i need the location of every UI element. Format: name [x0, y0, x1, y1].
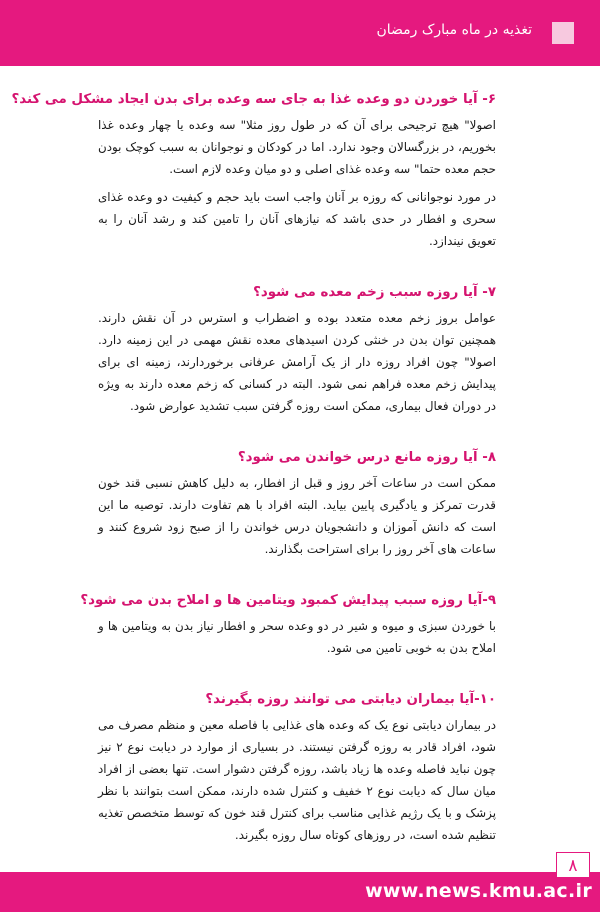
- question-title: ۱۰-آیا بیماران دیابتی می توانند روزه بگیرند؟: [205, 692, 496, 707]
- question-title: ۷- آیا روزه سبب زخم معده می شود؟: [253, 285, 496, 300]
- article-body: [11, 90, 496, 877]
- question-section-10: [98, 690, 496, 846]
- answer-paragraph: در بیماران دیابتی نوع یک که وعده های غذایی با فاصله معین و منظم مصرف می شود، افراد قادر به روزه گرفتن نیستند. در بسیاری از موارد در دیابت نوع ۲ نیز چون نباید فاصله وعده ها زیاد باشد، روزه گرفتن دشوار است. تنها بعضی از افراد میان سال که دیابت نوع ۲ خفیف و کنترل شده دارند، ممکن است بتوانند با نظر پزشک و با یک رژیم غذایی مناسب برای کنترل قند خون که توسط متخصص تغذیه تنظیم شده است، در روزهای کوتاه سال روزه بگیرند.: [98, 718, 496, 842]
- question-section-9: [80, 591, 496, 659]
- answer-paragraph: ممکن است در ساعات آخر روز و قبل از افطار، به دلیل کاهش نسبی قند خون قدرت تمرکز و یادگیری پایین بیاید. البته افراد با هم تفاوت دارند. توصیه ما این است که دانش آموزان و دانشجویان درس خواندن را از صبح زود شروع کنند و ساعات های آخر روز را برای استراحت بگذارند.: [98, 476, 496, 556]
- page-number: ۸: [556, 852, 590, 878]
- answer-paragraph: در مورد نوجوانانی که روزه بر آنان واجب است باید حجم و کیفیت دو وعده غذای سحری و افطار در حدی باشد که نیازهای آنان را تامین کند و رشد آنان را به تعویق نیندازد.: [98, 190, 496, 248]
- page-footer: [0, 872, 600, 912]
- header-square-decoration: [552, 22, 574, 44]
- question-title: ۸- آیا روزه مانع درس خواندن می شود؟: [237, 450, 496, 465]
- question-title: ۶- آیا خوردن دو وعده غذا به جای سه وعده برای بدن ایجاد مشکل می کند؟: [11, 92, 496, 107]
- website-url: www.news.kmu.ac.ir: [365, 880, 592, 902]
- answer-paragraph: عوامل بروز زخم معده متعدد بوده و اضطراب و استرس در آن نقش دارند. همچنین توان بدن در خنثی کردن اسیدهای معده نقش مهمی در این زمینه دارد. اصولا" چون افراد روزه دار از یک آرامش عرفانی برخوردارند، زمینه ای برای پیدایش زخم معده فراهم نمی شود. البته در کسانی که زخم معده دارند به ویژه در دوران فعال بیماری، ممکن است روزه گرفتن سبب تشدید عوارض شود.: [98, 311, 496, 413]
- question-title: ۹-آیا روزه سبب پیدایش کمبود ویتامین ها و املاح بدن می شود؟: [80, 593, 496, 608]
- answer-paragraph: با خوردن سبزی و میوه و شیر در دو وعده سحر و افطار نیاز بدن به ویتامین ها و املاح بدن به خوبی تامین می شود.: [98, 619, 496, 655]
- question-section-6: [11, 90, 496, 252]
- question-section-8: [98, 448, 496, 560]
- header-title: تغذیه در ماه مبارک رمضان: [376, 22, 532, 38]
- question-section-7: [98, 283, 496, 417]
- answer-paragraph: اصولا" هیچ ترجیحی برای آن که در طول روز مثلا" سه وعده یا چهار وعده غذا بخوریم، در بزرگسالان وجود ندارد. اما در کودکان و نوجوانان به سبب کوچک بودن حجم معده حتما" سه وعده غذای اصلی و دو میان وعده لازم است.: [98, 118, 496, 176]
- page-header: [0, 0, 600, 66]
